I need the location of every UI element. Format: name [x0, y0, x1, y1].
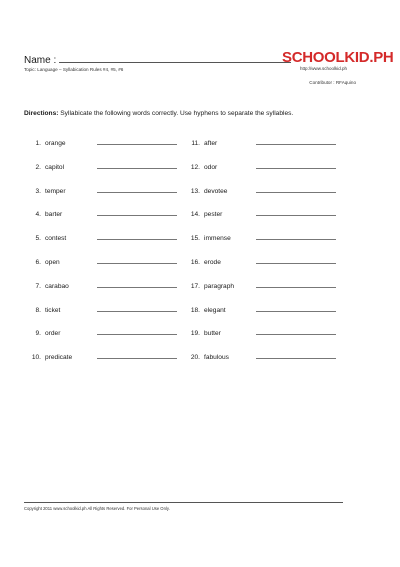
word-item [24, 162, 177, 171]
word-item [24, 352, 177, 361]
answer-blank[interactable] [256, 209, 336, 216]
answer-blank[interactable] [97, 257, 177, 264]
item-number: 14. [190, 211, 200, 219]
item-word: after [204, 140, 218, 147]
item-word: orange [45, 140, 66, 147]
answer-blank[interactable] [97, 352, 177, 359]
word-item [183, 328, 336, 337]
name-label: Name : [24, 55, 57, 66]
item-number: 5. [35, 235, 41, 243]
item-word: ticket [45, 306, 61, 314]
word-item [24, 281, 177, 290]
item-number: 2. [35, 163, 41, 171]
item-number: 19. [190, 330, 200, 338]
item-word: devotee [204, 187, 228, 195]
answer-blank[interactable] [256, 186, 336, 193]
word-item [183, 257, 336, 266]
word-item [183, 305, 336, 314]
item-word: open [45, 259, 60, 266]
logo-url: http://www.schoolkid.ph [300, 66, 348, 71]
word-item [24, 328, 177, 337]
logo-suffix: LKID.PH [335, 49, 394, 66]
answer-blank[interactable] [256, 328, 336, 335]
footer-divider [24, 502, 343, 503]
item-number: 6. [35, 259, 41, 266]
item-word: paragraph [204, 282, 235, 290]
item-word: erode [204, 259, 221, 266]
word-item [183, 186, 336, 195]
answer-blank[interactable] [97, 138, 177, 145]
answer-blank[interactable] [256, 305, 336, 312]
answer-blank[interactable] [256, 281, 336, 288]
item-number: 8. [35, 306, 41, 314]
item-word: predicate [45, 354, 73, 362]
item-word: fabulous [204, 354, 229, 362]
answer-blank[interactable] [97, 305, 177, 312]
item-word: barter [45, 211, 63, 219]
item-number: 7. [35, 282, 41, 290]
answer-blank[interactable] [256, 257, 336, 264]
word-item [24, 257, 177, 266]
answer-blank[interactable] [97, 233, 177, 240]
schoolkid-logo [282, 49, 393, 66]
word-item [24, 233, 177, 242]
directions [24, 110, 293, 117]
logo-prefix: SCH [282, 49, 313, 66]
word-item [183, 138, 336, 147]
answer-blank[interactable] [256, 138, 336, 145]
item-number: 3. [35, 187, 41, 195]
item-number: 16. [190, 259, 200, 266]
answer-blank[interactable] [256, 233, 336, 240]
item-number: 13. [190, 187, 200, 195]
item-word: butter [204, 330, 221, 338]
item-number: 9. [35, 330, 41, 338]
item-word: temper [45, 187, 66, 195]
word-item [183, 352, 336, 361]
word-item [183, 209, 336, 218]
topic-text: Topic: Language – Syllabication Rules #4, #5, #6 [24, 67, 124, 72]
item-word: elegant [204, 306, 226, 314]
item-number: 15. [190, 235, 200, 243]
word-item [183, 162, 336, 171]
directions-text: Syllabicate the following words correctly. Use hyphens to separate the syllables. [58, 110, 294, 117]
item-word: contest [45, 235, 67, 243]
answer-blank[interactable] [97, 281, 177, 288]
contributor-text: Contributor : RFAquino [309, 80, 356, 85]
item-word: immense [204, 235, 231, 243]
answer-blank[interactable] [256, 162, 336, 169]
item-number: 20. [190, 354, 200, 362]
name-blank[interactable] [59, 54, 291, 63]
word-item [24, 186, 177, 195]
item-word: capitol [45, 163, 65, 171]
footer-copyright: Copyright 2011 www.schoolkid.ph All Rights Reserved. For Personal Use Only. [24, 506, 170, 511]
answer-blank[interactable] [97, 162, 177, 169]
item-word: order [45, 330, 61, 338]
name-row [24, 54, 291, 66]
item-number: 10. [31, 354, 41, 362]
item-number: 18. [190, 306, 200, 314]
item-number: 11. [191, 140, 200, 147]
word-item [183, 233, 336, 242]
word-item [24, 209, 177, 218]
answer-blank[interactable] [97, 328, 177, 335]
directions-label: Directions: [24, 110, 59, 117]
word-item [24, 305, 177, 314]
item-number: 17. [190, 282, 200, 290]
answer-blank[interactable] [97, 186, 177, 193]
item-number: 12. [190, 163, 200, 171]
logo-oo: OO [312, 49, 336, 66]
item-word: carabao [45, 282, 69, 290]
item-number: 1. [35, 140, 41, 147]
item-number: 4. [35, 211, 41, 219]
word-item [24, 138, 177, 147]
item-word: pester [204, 211, 223, 219]
answer-blank[interactable] [256, 352, 336, 359]
word-item [183, 281, 336, 290]
answer-blank[interactable] [97, 209, 177, 216]
item-word: odor [204, 163, 218, 171]
